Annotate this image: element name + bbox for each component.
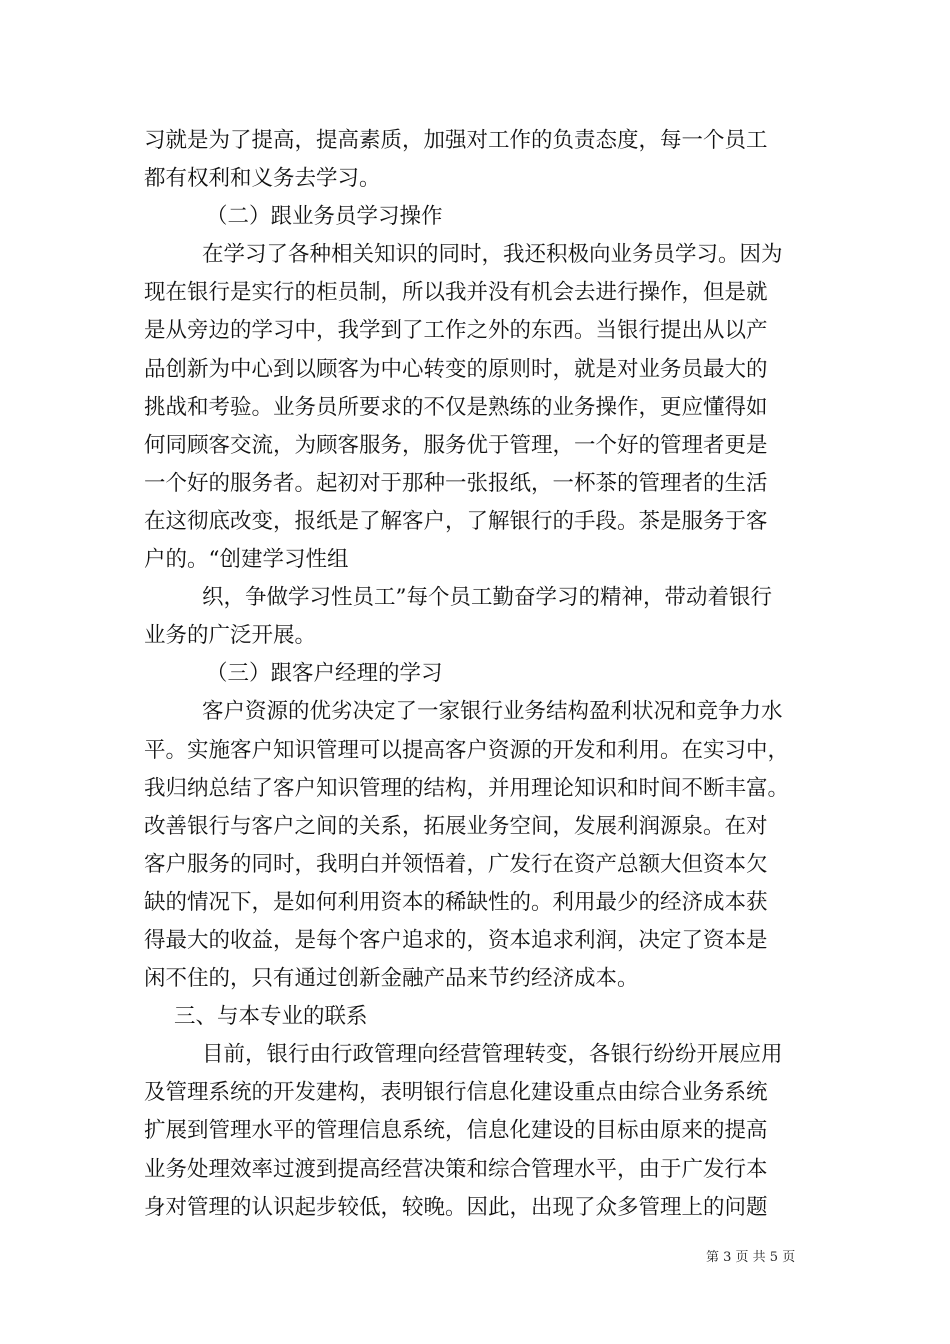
section-heading: （二）跟业务员学习操作 (206, 204, 443, 230)
section-heading: （三）跟客户经理的学习 (206, 661, 443, 687)
section-heading: 三、与本专业的联系 (174, 1004, 368, 1030)
body-text (144, 122, 814, 1227)
text-line: 现在银行是实行的柜员制，所以我并没有机会去进行操作，但是就 (144, 280, 768, 306)
paragraph-start: 目前，银行由行政管理向经营管理转变，各银行纷纷开展应用 (202, 1042, 783, 1068)
text-line: 扩展到管理水平的管理信息系统，信息化建设的目标由原来的提高 (144, 1118, 768, 1144)
text-line: 品创新为中心到以顾客为中心转变的原则时，就是对业务员最大的 (144, 356, 768, 382)
text-line: 在这彻底改变，报纸是了解客户，了解银行的手段。茶是服务于客 (144, 508, 768, 534)
text-line: 缺的情况下，是如何利用资本的稀缺性的。利用最少的经济成本获 (144, 889, 768, 915)
text-line: 客户服务的同时，我明白并领悟着，广发行在资产总额大但资本欠 (144, 851, 768, 877)
paragraph-start: 客户资源的优劣决定了一家银行业务结构盈利状况和竞争力水 (202, 699, 783, 725)
paragraph-start: 织，争做学习性员工”每个员工勤奋学习的精神，带动着银行 (202, 585, 772, 611)
text-line: 都有权利和义务去学习。 (144, 166, 381, 192)
text-line: 得最大的收益，是每个客户追求的，资本追求利润，决定了资本是 (144, 927, 768, 953)
text-line: 闲不住的，只有通过创新金融产品来节约经济成本。 (144, 966, 639, 992)
text-line: 改善银行与客户之间的关系，拓展业务空间，发展利润源泉。在对 (144, 813, 768, 839)
paragraph-start: 在学习了各种相关知识的同时，我还积极向业务员学习。因为 (202, 242, 783, 268)
text-line: 何同顾客交流，为顾客服务，服务优于管理，一个好的管理者更是 (144, 432, 768, 458)
text-line: 户的。“创建学习性组 (144, 547, 349, 573)
text-line: 身对管理的认识起步较低，较晚。因此，出现了众多管理上的问题 (144, 1194, 768, 1220)
text-line: 习就是为了提高，提高素质，加强对工作的负责态度，每一个员工 (144, 128, 768, 153)
text-line: 业务的广泛开展。 (144, 623, 317, 649)
text-line: 平。实施客户知识管理可以提高客户资源的开发和利用。在实习中， (144, 737, 790, 763)
text-line: 挑战和考验。业务员所要求的不仅是熟练的业务操作，更应懂得如 (144, 394, 768, 420)
page-number: 第 3 页 共 5 页 (706, 1250, 796, 1265)
text-line: 及管理系统的开发建构，表明银行信息化建设重点由综合业务系统 (144, 1080, 768, 1106)
text-line: 我归纳总结了客户知识管理的结构，并用理论知识和时间不断丰富。 (144, 775, 790, 801)
text-line: 是从旁边的学习中，我学到了工作之外的东西。当银行提出从以产 (144, 318, 768, 344)
text-line: 业务处理效率过渡到提高经营决策和综合管理水平，由于广发行本 (144, 1156, 768, 1182)
text-line: 一个好的服务者。起初对于那种一张报纸，一杯茶的管理者的生活 (144, 470, 768, 496)
